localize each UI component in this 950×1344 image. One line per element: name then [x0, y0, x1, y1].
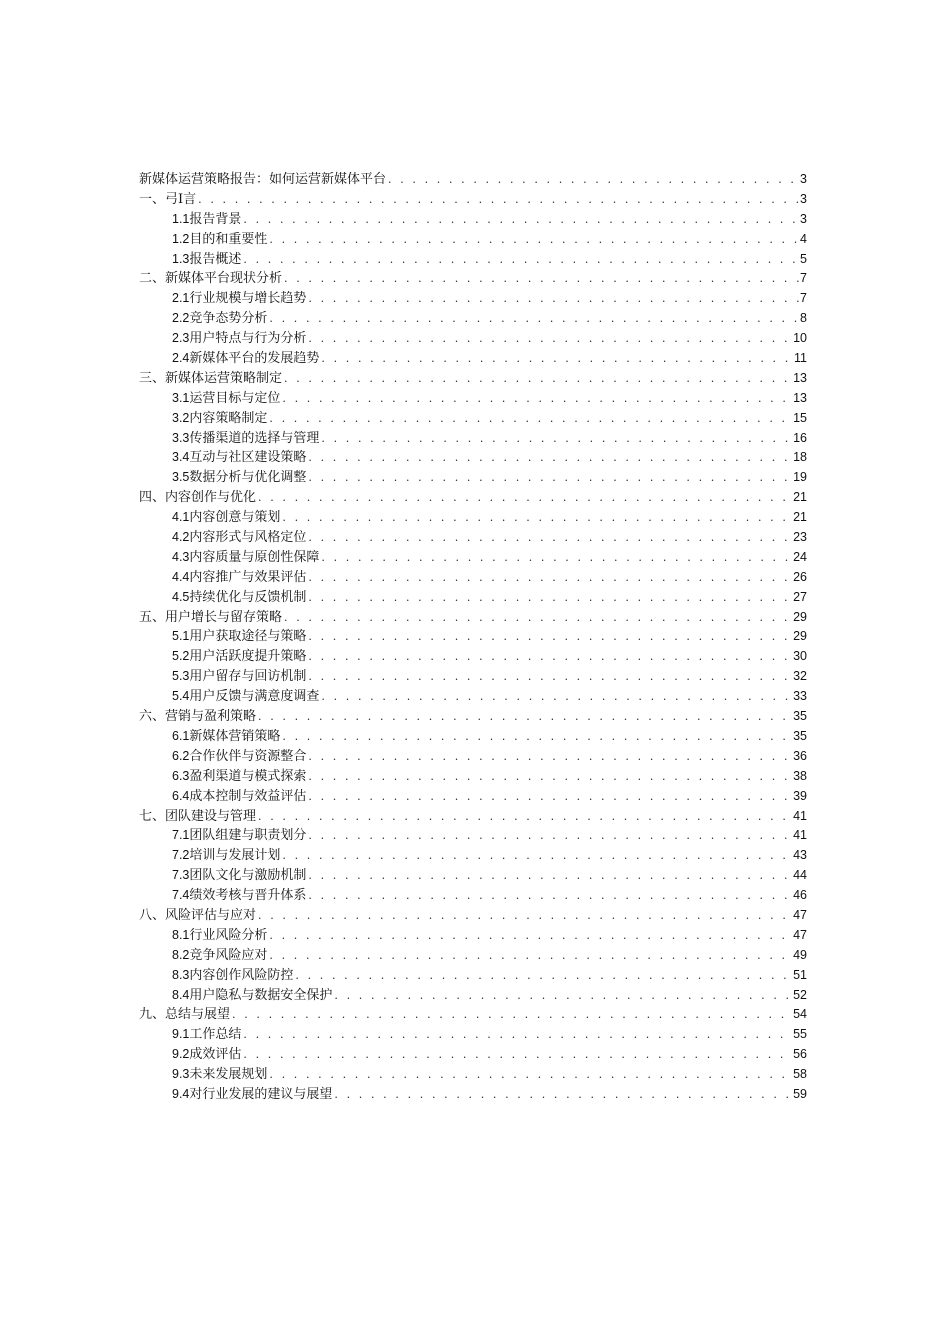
- toc-entry-title: 一、弓I言: [139, 191, 197, 207]
- toc-page-number: 21: [793, 490, 807, 505]
- toc-page-number: 7: [800, 271, 807, 286]
- toc-page-number: 47: [793, 927, 807, 942]
- toc-page-number: 3: [800, 211, 807, 226]
- toc-entry-title: 用户活跃度提升策略: [189, 649, 307, 665]
- toc-subentry[interactable]: [139, 389, 807, 409]
- toc-dot-leader: [280, 727, 793, 747]
- toc-entry-number: 6.2: [172, 748, 190, 763]
- toc-dot-leader: [280, 846, 793, 866]
- toc-dot-leader: [241, 210, 800, 230]
- toc-subentry[interactable]: [139, 1065, 807, 1085]
- toc-entry-number: 4.4: [172, 569, 190, 584]
- toc-entry-title: 竞争态势分析: [189, 311, 268, 327]
- toc-subentry[interactable]: [139, 548, 807, 568]
- toc-page-number: 29: [793, 609, 807, 624]
- toc-page-number: 44: [793, 868, 807, 883]
- toc-dot-leader: [306, 468, 793, 488]
- toc-dot-leader: [306, 329, 793, 349]
- toc-entry-title: 绩效考核与晋升体系: [189, 888, 307, 904]
- toc-entry-number: 5.2: [172, 649, 190, 664]
- toc-page-number: 35: [793, 709, 807, 724]
- toc-page-number: 23: [793, 530, 807, 545]
- toc-dot-leader: [256, 488, 793, 508]
- toc-dot-leader: [256, 807, 793, 827]
- toc-entry-title: 行业规模与增长趋势: [189, 291, 307, 307]
- toc-subentry[interactable]: [139, 309, 807, 329]
- toc-entry-title: 行业风险分析: [189, 927, 268, 943]
- toc-entry-number: 4.5: [172, 589, 190, 604]
- toc-page-number: 49: [793, 947, 807, 962]
- toc-page-number: 36: [793, 748, 807, 763]
- toc-entry-title: 报告背景: [189, 211, 242, 227]
- toc-entry-title: 内容推广与效果评估: [189, 569, 307, 585]
- toc-dot-leader: [267, 926, 793, 946]
- toc-entry-title: 用户隐私与数据安全保护: [189, 987, 333, 1003]
- toc-page-number: 27: [793, 589, 807, 604]
- toc-entry-number: 9.4: [172, 1086, 190, 1101]
- toc-dot-leader: [267, 309, 800, 329]
- toc-dot-leader: [306, 627, 793, 647]
- toc-page-number: 21: [793, 510, 807, 525]
- toc-page-number: 26: [793, 569, 807, 584]
- toc-page-number: 43: [793, 848, 807, 863]
- toc-subentry[interactable]: [139, 1085, 807, 1105]
- toc-subentry[interactable]: [139, 767, 807, 787]
- toc-subentry[interactable]: [139, 349, 807, 369]
- toc-entry-title: 用户特点与行为分析: [189, 331, 307, 347]
- toc-entry-number: 8.2: [172, 947, 190, 962]
- toc-entry-title: 五、用户增长与留存策略: [139, 609, 283, 625]
- toc-entry-title: 新媒体运营策略报告：如何运营新媒体平台: [139, 172, 387, 187]
- toc-page-number: 13: [793, 390, 807, 405]
- toc-page-number: 30: [793, 649, 807, 664]
- toc-entry-number: 4.1: [172, 510, 190, 525]
- toc-entry-title: 六、营销与盈利策略: [139, 709, 257, 725]
- toc-subentry[interactable]: [139, 429, 807, 449]
- toc-entry-number: 5.4: [172, 689, 190, 704]
- toc-subentry[interactable]: [139, 1025, 807, 1045]
- toc-entry-title: 目的和重要性: [189, 231, 268, 247]
- toc-subentry[interactable]: [139, 966, 807, 986]
- toc-subentry[interactable]: [139, 687, 807, 707]
- toc-entry[interactable]: [139, 190, 807, 210]
- toc-dot-leader: [241, 1045, 793, 1065]
- toc-page-number: 15: [793, 410, 807, 425]
- toc-dot-leader: [267, 946, 793, 966]
- toc-entry-number: 3.4: [172, 450, 190, 465]
- toc-entry-number: 6.4: [172, 788, 190, 803]
- toc-entry-title: 未来发展规划: [189, 1067, 268, 1083]
- toc-entry-number: 3.3: [172, 430, 190, 445]
- toc-entry[interactable]: [139, 707, 807, 727]
- toc-dot-leader: [332, 1085, 793, 1105]
- toc-page-number: 58: [793, 1067, 807, 1082]
- toc-page-number: 33: [793, 689, 807, 704]
- toc-entry-title: 内容创作风险防控: [189, 967, 294, 983]
- toc-entry[interactable]: [139, 269, 807, 289]
- toc-dot-leader: [306, 289, 800, 309]
- toc-entry-number: 1.2: [172, 231, 190, 246]
- toc-dot-leader: [306, 767, 793, 787]
- toc-entry-title: 成本控制与效益评估: [189, 788, 307, 804]
- toc-dot-leader: [306, 787, 793, 807]
- toc-subentry[interactable]: [139, 588, 807, 608]
- toc-entry-title: 团队文化与激励机制: [189, 868, 307, 884]
- toc-dot-leader: [306, 886, 793, 906]
- toc-entry-title: 互动与社区建设策略: [189, 450, 307, 466]
- toc-dot-leader: [306, 647, 793, 667]
- toc-entry-title: 九、总结与展望: [139, 1007, 231, 1023]
- toc-dot-leader: [319, 349, 794, 369]
- toc-entry-number: 9.2: [172, 1047, 190, 1062]
- toc-subentry[interactable]: [139, 250, 807, 270]
- toc-entry-title: 竞争风险应对: [189, 947, 268, 963]
- toc-page-number: 52: [793, 987, 807, 1002]
- toc-subentry[interactable]: [139, 946, 807, 966]
- toc-page-number: 59: [793, 1086, 807, 1101]
- toc-dot-leader: [267, 230, 800, 250]
- toc-entry-number: 2.1: [172, 291, 190, 306]
- toc-subentry[interactable]: [139, 826, 807, 846]
- toc-entry-number: 3.1: [172, 390, 190, 405]
- toc-page-number: 51: [793, 967, 807, 982]
- toc-entry-title: 数据分析与优化调整: [189, 470, 307, 486]
- toc-entry-title: 工作总结: [189, 1027, 242, 1043]
- toc-page-number: 10: [793, 331, 807, 346]
- toc-entry-title: 持续优化与反馈机制: [189, 589, 307, 605]
- toc-entry-title: 成效评估: [189, 1047, 242, 1063]
- toc-entry-title: 四、内容创作与优化: [139, 490, 257, 506]
- toc-subentry[interactable]: [139, 747, 807, 767]
- toc-entry-title: 二、新媒体平台现状分析: [139, 271, 283, 287]
- toc-entry-number: 6.1: [172, 728, 190, 743]
- toc-subentry[interactable]: [139, 627, 807, 647]
- toc-subentry[interactable]: [139, 647, 807, 667]
- toc-entry-title: 内容策略制定: [189, 410, 268, 426]
- toc-subentry[interactable]: [139, 210, 807, 230]
- toc-entry-title: 内容形式与风格定位: [189, 530, 307, 546]
- toc-entry-title: 盈利渠道与模式探索: [189, 768, 307, 784]
- toc-entry-number: 2.3: [172, 331, 190, 346]
- toc-page-number: 29: [793, 629, 807, 644]
- toc-dot-leader: [332, 986, 793, 1006]
- toc-page-number: 54: [793, 1007, 807, 1022]
- toc-page-number: 55: [793, 1027, 807, 1042]
- toc-page-number: 19: [793, 470, 807, 485]
- toc-subentry[interactable]: [139, 846, 807, 866]
- toc-entry[interactable]: [139, 1005, 807, 1025]
- toc-dot-leader: [306, 826, 793, 846]
- toc-entry-title: 传播渠道的选择与管理: [189, 430, 320, 446]
- toc-dot-leader: [293, 966, 793, 986]
- toc-entry-title: 报告概述: [189, 251, 242, 267]
- toc-dot-leader: [306, 568, 793, 588]
- toc-entry-title: 内容质量与原创性保障: [189, 549, 320, 565]
- toc-entry-title: 内容创意与策划: [189, 510, 281, 526]
- toc-entry[interactable]: [139, 369, 807, 389]
- toc-dot-leader: [230, 1005, 793, 1025]
- toc-entry-title: 培训与发展计划: [189, 848, 281, 864]
- toc-dot-leader: [280, 389, 793, 409]
- toc-subentry[interactable]: [139, 329, 807, 349]
- toc-entry-title: 八、风险评估与应对: [139, 907, 257, 923]
- toc-entry-number: 9.1: [172, 1027, 190, 1042]
- toc-entry-number: 5.1: [172, 629, 190, 644]
- toc-entry-title: 合作伙伴与资源整合: [189, 748, 307, 764]
- toc-entry-number: 7.4: [172, 888, 190, 903]
- toc-dot-leader: [306, 448, 793, 468]
- toc-entry-number: 4.2: [172, 530, 190, 545]
- toc-entry-number: 1.1: [172, 211, 190, 226]
- toc-subentry[interactable]: [139, 787, 807, 807]
- toc-subentry[interactable]: [139, 667, 807, 687]
- toc-entry-number: 7.2: [172, 848, 190, 863]
- toc-entry-number: 6.3: [172, 768, 190, 783]
- toc-dot-leader: [319, 548, 793, 568]
- toc-dot-leader: [282, 369, 793, 389]
- toc-dot-leader: [306, 528, 793, 548]
- toc-entry[interactable]: [139, 807, 807, 827]
- toc-entry-title: 运营目标与定位: [189, 390, 281, 406]
- toc-entry[interactable]: [139, 488, 807, 508]
- toc-dot-leader: [306, 866, 793, 886]
- toc-page-number: 32: [793, 669, 807, 684]
- toc-dot-leader: [267, 409, 793, 429]
- toc-subentry[interactable]: [139, 866, 807, 886]
- toc-page-number: 5: [800, 251, 807, 266]
- toc-entry-number: 3.5: [172, 470, 190, 485]
- toc-dot-leader: [267, 1065, 793, 1085]
- toc-dot-leader: [256, 707, 793, 727]
- toc-entry-number: 3.2: [172, 410, 190, 425]
- toc-page-number: 46: [793, 888, 807, 903]
- toc-page-number: 16: [793, 430, 807, 445]
- toc-entry-number: 7.1: [172, 828, 190, 843]
- toc-page-number: 35: [793, 728, 807, 743]
- toc-subentry[interactable]: [139, 568, 807, 588]
- toc-entry-number: 5.3: [172, 669, 190, 684]
- toc-dot-leader: [306, 747, 793, 767]
- toc-entry-title: 新媒体平台的发展趋势: [189, 351, 320, 367]
- toc-page-number: 38: [793, 768, 807, 783]
- toc-entry-title: 七、团队建设与管理: [139, 808, 257, 824]
- toc-subentry[interactable]: [139, 468, 807, 488]
- toc-dot-leader: [256, 906, 793, 926]
- toc-page-number: 4: [800, 231, 807, 246]
- toc-entry-number: 9.3: [172, 1067, 190, 1082]
- toc-dot-leader: [280, 508, 793, 528]
- toc-dot-leader: [241, 250, 800, 270]
- toc-entry-number: 1.3: [172, 251, 190, 266]
- toc-page-number: 24: [793, 549, 807, 564]
- toc-subentry[interactable]: [139, 448, 807, 468]
- toc-entry-title: 新媒体营销策略: [189, 728, 281, 744]
- toc-entry-number: 7.3: [172, 868, 190, 883]
- toc-page-number: 41: [793, 808, 807, 823]
- toc-entry-number: 2.4: [172, 351, 190, 366]
- toc-dot-leader: [241, 1025, 793, 1045]
- toc-entry-number: 8.4: [172, 987, 190, 1002]
- toc-page-number: 3: [800, 191, 807, 206]
- toc-entry[interactable]: [139, 170, 807, 190]
- toc-entry[interactable]: [139, 906, 807, 926]
- table-of-contents: [139, 170, 807, 1105]
- toc-dot-leader: [306, 667, 793, 687]
- toc-entry-title: 三、新媒体运营策略制定: [139, 370, 283, 386]
- toc-entry-number: 2.2: [172, 311, 190, 326]
- toc-page-number: 39: [793, 788, 807, 803]
- toc-subentry[interactable]: [139, 926, 807, 946]
- toc-entry-number: 4.3: [172, 549, 190, 564]
- toc-entry-title: 团队组建与职责划分: [189, 828, 307, 844]
- toc-subentry[interactable]: [139, 508, 807, 528]
- toc-page-number: 7: [800, 291, 807, 306]
- toc-subentry[interactable]: [139, 230, 807, 250]
- toc-dot-leader: [282, 269, 800, 289]
- toc-page-number: 41: [793, 828, 807, 843]
- toc-page-number: 13: [793, 370, 807, 385]
- toc-subentry[interactable]: [139, 886, 807, 906]
- toc-entry-title: 用户反馈与满意度调查: [189, 689, 320, 705]
- toc-entry-title: 用户获取途径与策略: [189, 629, 307, 645]
- toc-page-number: 18: [793, 450, 807, 465]
- toc-dot-leader: [386, 170, 800, 190]
- toc-entry-title: 对行业发展的建议与展望: [189, 1086, 333, 1102]
- toc-dot-leader: [306, 588, 793, 608]
- toc-dot-leader: [196, 190, 800, 210]
- toc-subentry[interactable]: [139, 409, 807, 429]
- toc-subentry[interactable]: [139, 727, 807, 747]
- toc-entry[interactable]: [139, 608, 807, 628]
- toc-page-number: 11: [794, 351, 807, 366]
- toc-subentry[interactable]: [139, 1045, 807, 1065]
- toc-dot-leader: [319, 429, 793, 449]
- toc-page-number: 3: [800, 172, 807, 186]
- toc-page-number: 47: [793, 907, 807, 922]
- toc-dot-leader: [282, 608, 793, 628]
- toc-subentry[interactable]: [139, 289, 807, 309]
- toc-dot-leader: [319, 687, 793, 707]
- toc-entry-number: 8.3: [172, 967, 190, 982]
- toc-subentry[interactable]: [139, 986, 807, 1006]
- toc-page-number: 8: [800, 311, 807, 326]
- toc-entry-title: 用户留存与回访机制: [189, 669, 307, 685]
- toc-subentry[interactable]: [139, 528, 807, 548]
- toc-entry-number: 8.1: [172, 927, 190, 942]
- toc-page-number: 56: [793, 1047, 807, 1062]
